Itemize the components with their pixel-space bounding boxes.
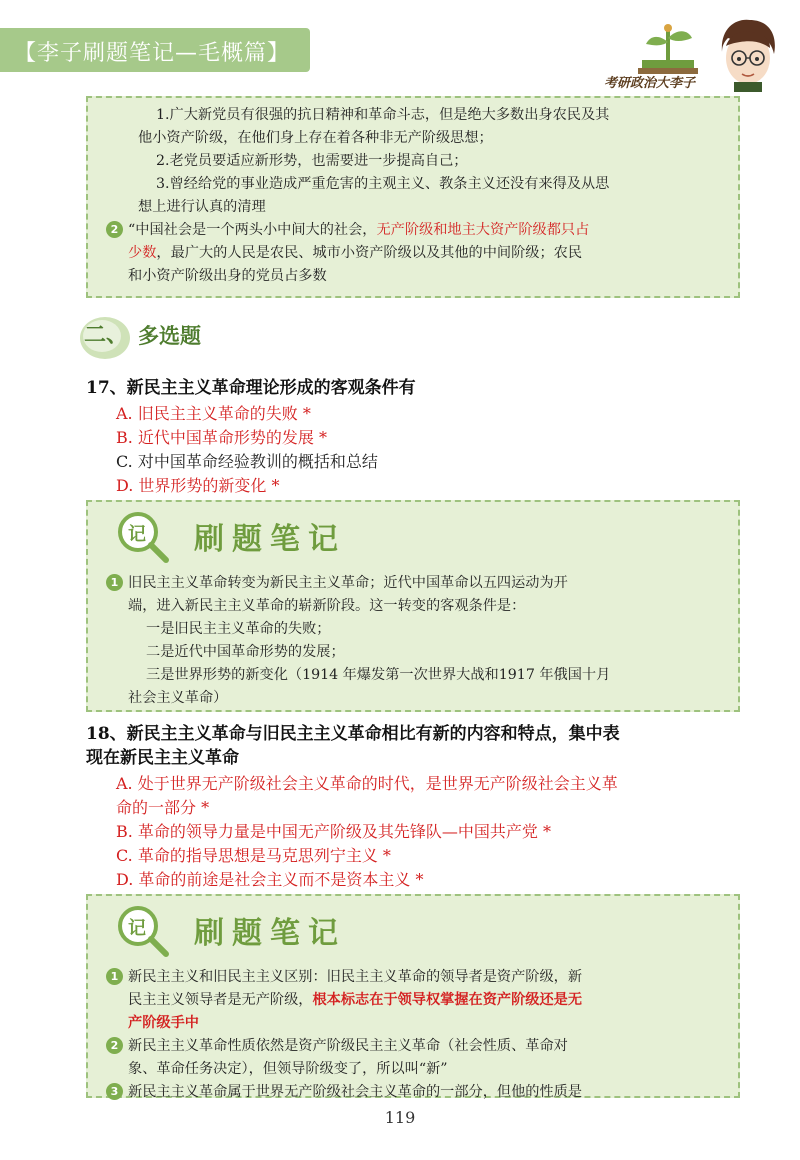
option-b: B. 革命的领导力量是中国无产阶级及其先锋队—中国共产党 * xyxy=(116,822,552,841)
item-number-badge: 2 xyxy=(106,1037,123,1054)
note-header xyxy=(106,502,724,572)
note-line: 他小资产阶级，在他们身上存在着各种非无产阶级思想； xyxy=(138,130,493,146)
option-c: C. 革命的指导思想是马克思列宁主义 * xyxy=(116,846,391,865)
note-line: 三是世界形势的新变化（1914 年爆发第一次世界大战和1917 年俄国十月 xyxy=(146,667,611,683)
note-box-q18 xyxy=(86,894,740,1098)
note-box-continued xyxy=(86,96,740,298)
note-line: 产阶级手中 xyxy=(128,1015,199,1031)
note-line: 想上进行认真的清理 xyxy=(138,199,266,215)
note-line: 1.广大新党员有很强的抗日精神和革命斗志，但是绝大多数出身农民及其 xyxy=(156,107,610,123)
header-banner xyxy=(0,28,310,72)
note-line: 社会主义革命） xyxy=(128,690,228,706)
option-d: D. 革命的前途是社会主义而不是资本主义 * xyxy=(116,870,424,889)
note-box-q17 xyxy=(86,500,740,712)
magnifier-label: 记 xyxy=(128,524,146,545)
option-a-line2: 命的一部分 * xyxy=(116,798,210,817)
note-item-1: 1 旧民主主义革命转变为新民主主义革命；近代中国革命以五四运动为开 xyxy=(106,572,724,595)
brand-text: 考研政治大李子 xyxy=(604,76,696,91)
item-number-badge: 1 xyxy=(106,574,123,591)
option-c: C. 对中国革命经验教训的概括和总结 xyxy=(116,452,378,471)
option-a: A. 旧民主主义革命的失败 * xyxy=(116,404,311,423)
note-item-2: 2 新民主主义革命性质依然是资产阶级民主主义革命（社会性质、革命对 xyxy=(106,1035,724,1058)
note-line: 和小资产阶级出身的党员占多数 xyxy=(128,268,327,284)
note-line: 民主主义领导者是无产阶级，根本标志在于领导权掌握在资产阶级还是无 xyxy=(128,992,583,1008)
note-item-2: 2 “中国社会是一个两头小中间大的社会，无产阶级和地主大资产阶级都只占 xyxy=(106,219,724,242)
note-line: 端，进入新民主主义革命的崭新阶段。这一转变的客观条件是： xyxy=(128,598,526,614)
note-line: 一是旧民主主义革命的失败； xyxy=(146,621,331,637)
question-18-line1: 18、新民主主义革命与旧民主主义革命相比有新的内容和特点，集中表 xyxy=(86,724,620,744)
section-title: 多选题 xyxy=(138,324,201,348)
question-18-line2: 现在新民主主义革命 xyxy=(86,748,239,768)
question-17: 17、新民主主义革命理论形成的客观条件有 xyxy=(86,378,416,398)
page-number: 119 xyxy=(384,1108,416,1127)
item-number-badge: 3 xyxy=(106,1083,123,1100)
section-badge-text: 二、 xyxy=(84,323,129,348)
note-line: 3.曾经给党的事业造成严重危害的主观主义、教条主义还没有来得及从思 xyxy=(156,176,610,192)
note-item-1: 1 新民主主义和旧民主主义区别：旧民主主义革命的领导者是资产阶级，新 xyxy=(106,966,724,989)
note-line: 2.老党员要适应新形势，也需要进一步提高自己； xyxy=(156,153,468,169)
item-number-badge: 2 xyxy=(106,221,123,238)
magnifier-label: 记 xyxy=(128,918,146,939)
option-a-line1: A. 处于世界无产阶级社会主义革命的时代，是世界无产阶级社会主义革 xyxy=(116,774,618,793)
option-b: B. 近代中国革命形势的发展 * xyxy=(116,428,328,447)
header-title: 【李子刷题笔记—毛概篇】 xyxy=(14,41,291,66)
note-line: 二是近代中国革命形势的发展； xyxy=(146,644,345,660)
option-d: D. 世界形势的新变化 * xyxy=(116,476,280,495)
note-title: 刷题笔记 xyxy=(194,916,346,951)
note-header xyxy=(106,896,724,966)
author-avatar xyxy=(716,16,780,92)
note-item-3: 3 新民主主义革命属于世界无产阶级社会主义革命的一部分，但他的性质是 xyxy=(106,1081,724,1104)
note-line: 少数，最广大的人民是农民、城市小资产阶级以及其他的中间阶级；农民 xyxy=(128,245,583,261)
note-title: 刷题笔记 xyxy=(194,522,346,557)
item-number-badge: 1 xyxy=(106,968,123,985)
note-line: 象、革命任务决定），但领导阶级变了，所以叫“新” xyxy=(128,1061,448,1077)
